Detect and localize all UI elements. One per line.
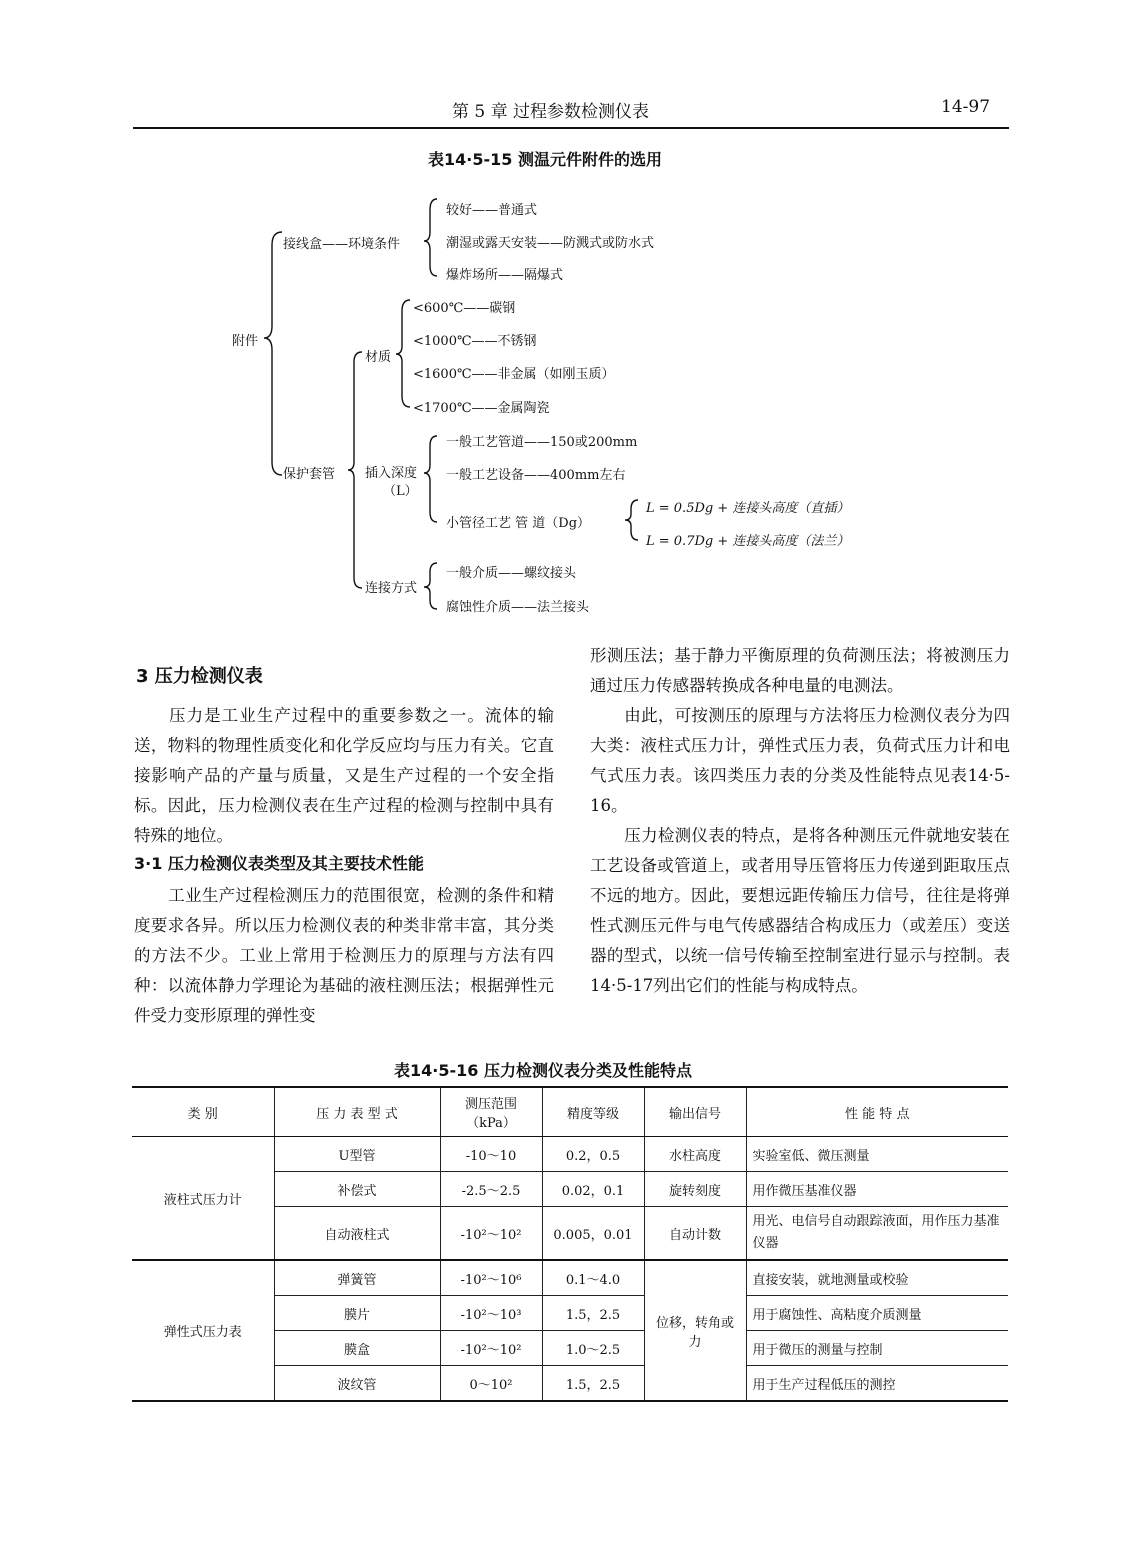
tree-formula: L = 0.5Dg + 连接头高度（直插）	[646, 501, 850, 516]
table-cell: 用于腐蚀性、高粘度介质测量	[746, 1296, 1008, 1331]
table-cell: 1.0～2.5	[542, 1331, 644, 1366]
table-cell: 自动计数	[644, 1207, 746, 1261]
table-cell: 自动液柱式	[274, 1207, 440, 1261]
table-row	[132, 1137, 1008, 1172]
tree-item: <1600℃——非金属（如刚玉质）	[413, 367, 615, 382]
tree-item: 一般工艺管道——150或200mm	[446, 435, 638, 450]
table-cell: -10²～10²	[440, 1207, 542, 1261]
subsection-heading: 3·1 压力检测仪表类型及其主要技术性能	[134, 854, 424, 873]
paragraph: 由此，可按测压的原理与方法将压力检测仪表分为四大类：液柱式压力计，弹性式压力表，负荷式压力计和电气式压力表。该四类压力表的分类及性能特点见表14·5-16。	[590, 706, 1010, 815]
tree-junction-box-label: 接线盒——环境条件	[283, 237, 401, 252]
tree-braces	[0, 0, 1138, 640]
tree-item: <600℃——碳钢	[413, 301, 516, 316]
table-cell: 1.5，2.5	[542, 1366, 644, 1402]
table-cell: 实验室低、微压测量	[746, 1137, 1008, 1172]
tree-item: 一般工艺设备——400mm左右	[446, 468, 626, 483]
tree-small-pipe: 小管径工艺 管 道（Dg）	[446, 516, 591, 531]
paragraph: 压力是工业生产过程中的重要参数之一。流体的输送，物料的物理性质变化和化学反应均与压力有关。它直接影响产品的产量与质量，又是生产过程的一个安全指标。因此，压力检测仪表在生产过程的检测与控制中具有特殊的地位。	[134, 706, 554, 845]
table16	[132, 1088, 1008, 1402]
table-cell: 1.5，2.5	[542, 1296, 644, 1331]
tree-depth-symbol: （L）	[383, 484, 418, 499]
table-cell: 旋转刻度	[644, 1172, 746, 1207]
tree-sleeve-label: 保护套管	[283, 467, 336, 482]
tree-item: 较好——普通式	[446, 203, 538, 218]
table-cell: 用于生产过程低压的测控	[746, 1366, 1008, 1402]
header-cell: 精度等级	[542, 1088, 644, 1137]
table-cell: 0.2，0.5	[542, 1137, 644, 1172]
table-cell: 0.02，0.1	[542, 1172, 644, 1207]
page-number: 14-97	[941, 97, 991, 117]
table-cell: 补偿式	[274, 1172, 440, 1207]
table-row	[132, 1260, 1008, 1296]
tree-item: 爆炸场所——隔爆式	[446, 268, 564, 283]
table-cell: 膜盒	[274, 1331, 440, 1366]
chapter-header: 第 5 章 过程参数检测仪表	[452, 102, 650, 122]
table-cell: 0～10²	[440, 1366, 542, 1402]
table-header-row	[132, 1088, 1008, 1137]
category-cell: 弹性式压力表	[132, 1260, 274, 1401]
category-cell: 液柱式压力计	[132, 1137, 274, 1261]
tree-depth-label: 插入深度	[365, 466, 418, 481]
tree-connection-label: 连接方式	[365, 581, 418, 596]
table-cell: 0.005，0.01	[542, 1207, 644, 1261]
table-cell: -10²～10³	[440, 1296, 542, 1331]
table-cell: 波纹管	[274, 1366, 440, 1402]
header-cell: 性 能 特 点	[746, 1088, 1008, 1137]
tree-formula: L = 0.7Dg + 连接头高度（法兰）	[646, 534, 850, 549]
header-cell: 压 力 表 型 式	[274, 1088, 440, 1137]
tree-item: <1000℃——不锈钢	[413, 334, 537, 349]
tree-item: 一般介质——螺纹接头	[446, 566, 577, 581]
table-cell: 膜片	[274, 1296, 440, 1331]
table-cell: 用于微压的测量与控制	[746, 1331, 1008, 1366]
table-cell: 用光、电信号自动跟踪液面，用作压力基准仪器	[746, 1207, 1008, 1261]
paragraph: 压力检测仪表的特点，是将各种测压元件就地安装在工艺设备或管道上，或者用导压管将压力传递到距取压点不远的地方。因此，要想远距传输压力信号，往往是将弹性式测压元件与电气传感器结合构成压力（或差压）变送器的型式，以统一信号传输至控制室进行显示与控制。表14·5-17列出它们的性能与构成特点。	[590, 826, 1010, 995]
header-cell: 输出信号	[644, 1088, 746, 1137]
tree-material-label: 材质	[365, 350, 392, 365]
tree-item: 腐蚀性介质——法兰接头	[446, 600, 590, 615]
table-cell: 0.1～4.0	[542, 1260, 644, 1296]
section-heading: 3 压力检测仪表	[136, 666, 263, 687]
header-cell: 类 别	[132, 1088, 274, 1137]
table-cell: 水柱高度	[644, 1137, 746, 1172]
output-cell: 位移，转角或力	[644, 1260, 746, 1401]
paragraph: 形测压法；基于静力平衡原理的负荷测压法；将被测压力通过压力传感器转换成各种电量的电测法。	[590, 646, 1010, 695]
table-cell: -10²～10²	[440, 1331, 542, 1366]
table15-caption: 表14·5-15 测温元件附件的选用	[428, 150, 662, 169]
header-cell: 测压范围 （kPa）	[440, 1088, 542, 1137]
table16-caption: 表14·5-16 压力检测仪表分类及性能特点	[394, 1061, 692, 1080]
table-cell: 弹簧管	[274, 1260, 440, 1296]
table-cell: -2.5～2.5	[440, 1172, 542, 1207]
tree-item: 潮湿或露天安装——防溅式或防水式	[446, 236, 655, 251]
table-cell: -10～10	[440, 1137, 542, 1172]
table-cell: 直接安装，就地测量或校验	[746, 1260, 1008, 1296]
tree-item: <1700℃——金属陶瓷	[413, 401, 550, 416]
table-cell: -10²～10⁶	[440, 1260, 542, 1296]
tree-root-label: 附件	[232, 334, 259, 349]
paragraph: 工业生产过程检测压力的范围很宽，检测的条件和精度要求各异。所以压力检测仪表的种类非常丰富，其分类的方法不少。工业上常用于检测压力的原理与方法有四种：以流体静力学理论为基础的液柱测压法；根据弹性元件受力变形原理的弹性变	[134, 886, 554, 1025]
table-cell: 用作微压基准仪器	[746, 1172, 1008, 1207]
table-cell: U型管	[274, 1137, 440, 1172]
